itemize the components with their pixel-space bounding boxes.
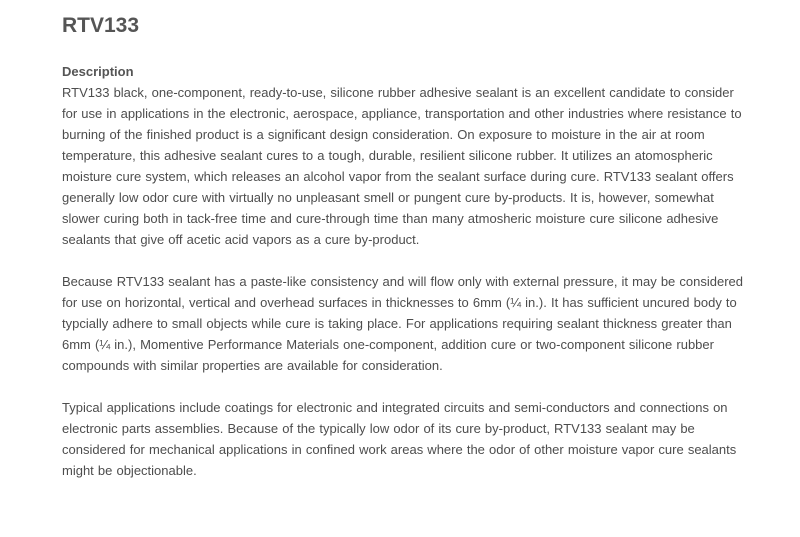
description-paragraph-3: Typical applications include coatings for electronic and integrated circuits and semi-conductors and connections on electronic parts assemblies. Because of the typically low odor of its cure by-product, RTV133 sealant may be considered for mechanical applications in confined work areas where the odor of other moisture vapor cure sealants might be objectionable. bbox=[62, 400, 737, 478]
section-heading-description: Description bbox=[62, 64, 134, 79]
description-paragraph-1: RTV133 black, one-component, ready-to-use, silicone rubber adhesive sealant is an excellent candidate to consider for use in applications in the electronic, aerospace, appliance, transportation and other industries where resistance to burning of the finished product is a significant design consideration. On exposure to moisture in the air at room temperature, this adhesive sealant cures to a tough, durable, resilient silicone rubber. It utilizes an atomospheric moisture cure system, which releases an alcohol vapor from the sealant surface during cure. RTV133 sealant offers generally low odor cure with virtually no unpleasant smell or pungent cure by-products. It is, however, somewhat slower curing both in tack-free time and cure-through time than many atmosheric moisture cure silicone adhesive sealants that give off acetic acid vapors as a cure by-product. bbox=[62, 85, 742, 247]
page-title: RTV133 bbox=[62, 14, 140, 37]
description-paragraph-2: Because RTV133 sealant has a paste-like consistency and will flow only with external pressure, it may be considered for use on horizontal, vertical and overhead surfaces in thicknesses to 6mm (¼ in.). It has sufficient uncured body to typcially adhere to small objects while cure is taking place. For applications requiring sealant thickness greater than 6mm (¼ in.), Momentive Performance Materials one-component, addition cure or two-component silicone rubber compounds with similar properties are available for consideration. bbox=[62, 274, 743, 373]
